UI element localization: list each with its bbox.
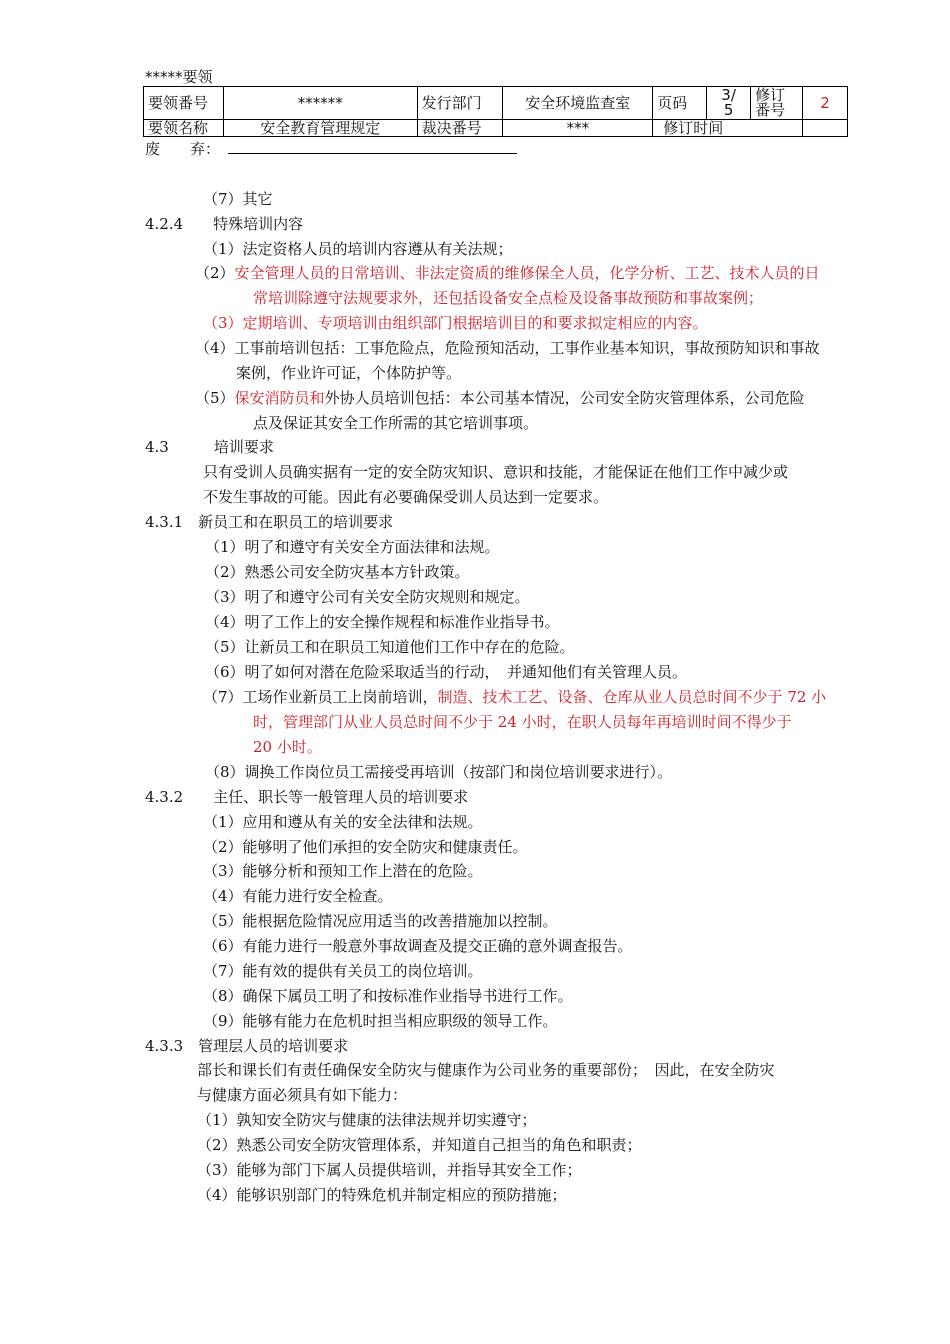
text-line [203,835,528,859]
text-segment: （1）孰知安全防灾与健康的法律法规并切实遵守； [197,1111,537,1129]
page-number-bottom: 5 [723,101,734,119]
text-line [197,1108,537,1132]
text-line [203,685,826,709]
text-line [205,585,530,609]
text-segment: 与健康方面必须具有如下能力： [197,1086,408,1104]
text-segment: （3）能够分析和预知工作上潜在的危险。 [203,862,483,880]
text-segment: 不发生事故的可能。因此有必要确保受训人员达到一定要求。 [203,488,609,506]
text-segment: （5）让新员工和在职员工知道他们工作中存在的危险。 [205,638,575,656]
highlighted-text: 保安消防员和 [234,389,325,407]
text-segment: （4）明了工作上的安全操作规程和标准作业指导书。 [205,613,560,631]
text-segment: 4.3.2 主任、职长等一般管理人员的培训要求 [145,788,469,806]
text-line [253,710,792,734]
text-line [203,485,608,509]
text-segment: 点及保证其安全工作所需的其它培训事项。 [253,414,539,432]
text-line [253,411,538,435]
text-line [253,286,763,310]
value-issuing-dept: 安全环境监查室 [503,87,653,120]
text-segment: 案例，作业许可证，个体防护等。 [236,364,462,382]
text-segment: （4）工事前培训包括：工事危险点，危险预知活动，工事作业基本知识，事故预防知识和事故 [195,339,820,357]
text-segment: 4.3.1 新员工和在职员工的培训要求 [145,513,394,531]
text-segment: （9）能够有能力在危机时担当相应职级的领导工作。 [203,1012,558,1030]
document-title: *****要领 [145,68,213,86]
text-line [203,237,513,261]
text-segment: （8）调换工作岗位员工需接受再培训（按部门和岗位培训要求进行）。 [205,763,673,781]
text-segment: （4）能够识别部门的特殊危机并制定相应的预防措施； [197,1186,567,1204]
highlighted-text: 安全管理人员的日常培训、非法定资质的维修保全人员，化学分析、工艺、技术人员的日 [234,264,820,282]
value-page [707,87,751,120]
text-line [197,1058,775,1082]
value-doc-name: 安全教育管理规定 [223,120,417,137]
text-line [203,311,708,335]
label-revision-time: 修订时间 [653,120,803,137]
label-approval-number: 裁决番号 [417,120,503,137]
text-segment: （7）其它 [203,190,273,208]
text-line [145,1034,348,1058]
value-revision-number: 2 [803,87,848,120]
text-segment: （5）能根据危险情况应用适当的改善措施加以控制。 [203,912,558,930]
highlighted-text: 定期培训、专项培训由组织部门根据培训目的和要求拟定相应的内容。 [242,314,708,332]
text-segment: （1）应用和遵从有关的安全法律和法规。 [203,813,483,831]
text-line [205,760,672,784]
text-line [203,959,483,983]
text-segment: 只有受训人员确实据有一定的安全防灾知识、意识和技能，才能保证在他们工作中减少或 [203,463,789,481]
text-line [203,1009,558,1033]
text-line [203,934,633,958]
text-line [253,735,322,759]
text-segment: （6）明了如何对潜在危险采取适当的行动， 并通知他们有关管理人员。 [205,663,688,681]
text-line [145,435,274,459]
text-segment: （8）确保下属员工明了和按标准作业指导书进行工作。 [203,987,573,1005]
text-line [203,984,573,1008]
label-doc-name: 要领名称 [144,120,224,137]
text-line [205,535,500,559]
highlighted-text: 制造、技术工艺、设备、仓库从业人员总时间不少于 72 小 [437,688,827,706]
text-line [205,635,575,659]
text-line [203,884,393,908]
label-revision-top: 修订 [755,86,786,104]
abolish-underline [228,153,517,154]
text-line [197,1083,407,1107]
text-line [197,1133,642,1157]
text-line [197,1158,582,1182]
text-segment: 4.2.4 特殊培训内容 [145,215,304,233]
text-line [195,386,805,410]
text-segment: （2）能够明了他们承担的安全防灾和健康责任。 [203,838,528,856]
value-revision-time [803,120,848,137]
text-line [145,510,393,534]
text-line [205,660,687,684]
text-line [205,560,470,584]
highlighted-text: 常培训除遵守法规要求外，还包括设备安全点检及设备事故预防和事故案例； [253,289,764,307]
label-page: 页码 [653,87,707,120]
text-line [145,212,303,236]
text-line [236,361,461,385]
text-line [197,1183,567,1207]
value-doc-number: ****** [223,87,417,120]
text-segment: （1）明了和遵守有关安全方面法律和法规。 [205,538,500,556]
text-segment: 外协人员培训包括：本公司基本情况，公司安全防灾管理体系，公司危险 [324,389,805,407]
text-segment: （4）有能力进行安全检查。 [203,887,393,905]
text-segment: 4.3.3 管理层人员的培训要求 [145,1037,349,1055]
text-segment: （7）能有效的提供有关员工的岗位培训。 [203,962,483,980]
highlighted-text: 20 小时。 [253,738,322,756]
text-segment: （2） [195,264,235,282]
text-line [195,261,820,285]
label-issuing-dept: 发行部门 [417,87,503,120]
text-line [205,610,560,634]
text-segment: （7）工场作业新员工上岗前培训， [203,688,438,706]
text-line [203,187,273,211]
text-line [203,460,788,484]
text-segment: （3）明了和遵守公司有关安全防灾规则和规定。 [205,588,530,606]
text-line [203,859,483,883]
highlighted-text: 时，管理部门从业人员总时间不少于 24 小时，在职人员每年再培训时间不得少于 [253,713,792,731]
text-segment: （6）有能力进行一般意外事故调查及提交正确的意外调查报告。 [203,937,633,955]
highlighted-text: （3） [203,314,243,332]
text-segment: 4.3 培训要求 [145,438,274,456]
text-segment: （2）熟悉公司安全防灾基本方针政策。 [205,563,470,581]
text-line [203,909,558,933]
label-doc-number: 要领番号 [144,87,224,120]
text-line [145,785,468,809]
text-segment: 部长和课长们有责任确保安全防灾与健康作为公司业务的重要部份； 因此，在安全防灾 [197,1061,775,1079]
document-header-table [143,86,848,137]
label-revision-number [751,87,803,120]
text-segment: （2）熟悉公司安全防灾管理体系，并知道自己担当的角色和职责； [197,1136,642,1154]
label-revision-bottom: 番号 [755,101,786,119]
text-segment: （1）法定资格人员的培训内容遵从有关法规； [203,240,513,258]
page-number-top: 3/ [721,86,736,104]
text-line [203,810,483,834]
text-line [195,336,820,360]
abolish-label: 废 弃： [145,140,221,158]
text-segment: （5） [195,389,235,407]
value-approval-number: *** [503,120,653,137]
text-segment: （3）能够为部门下属人员提供培训，并指导其安全工作； [197,1161,582,1179]
